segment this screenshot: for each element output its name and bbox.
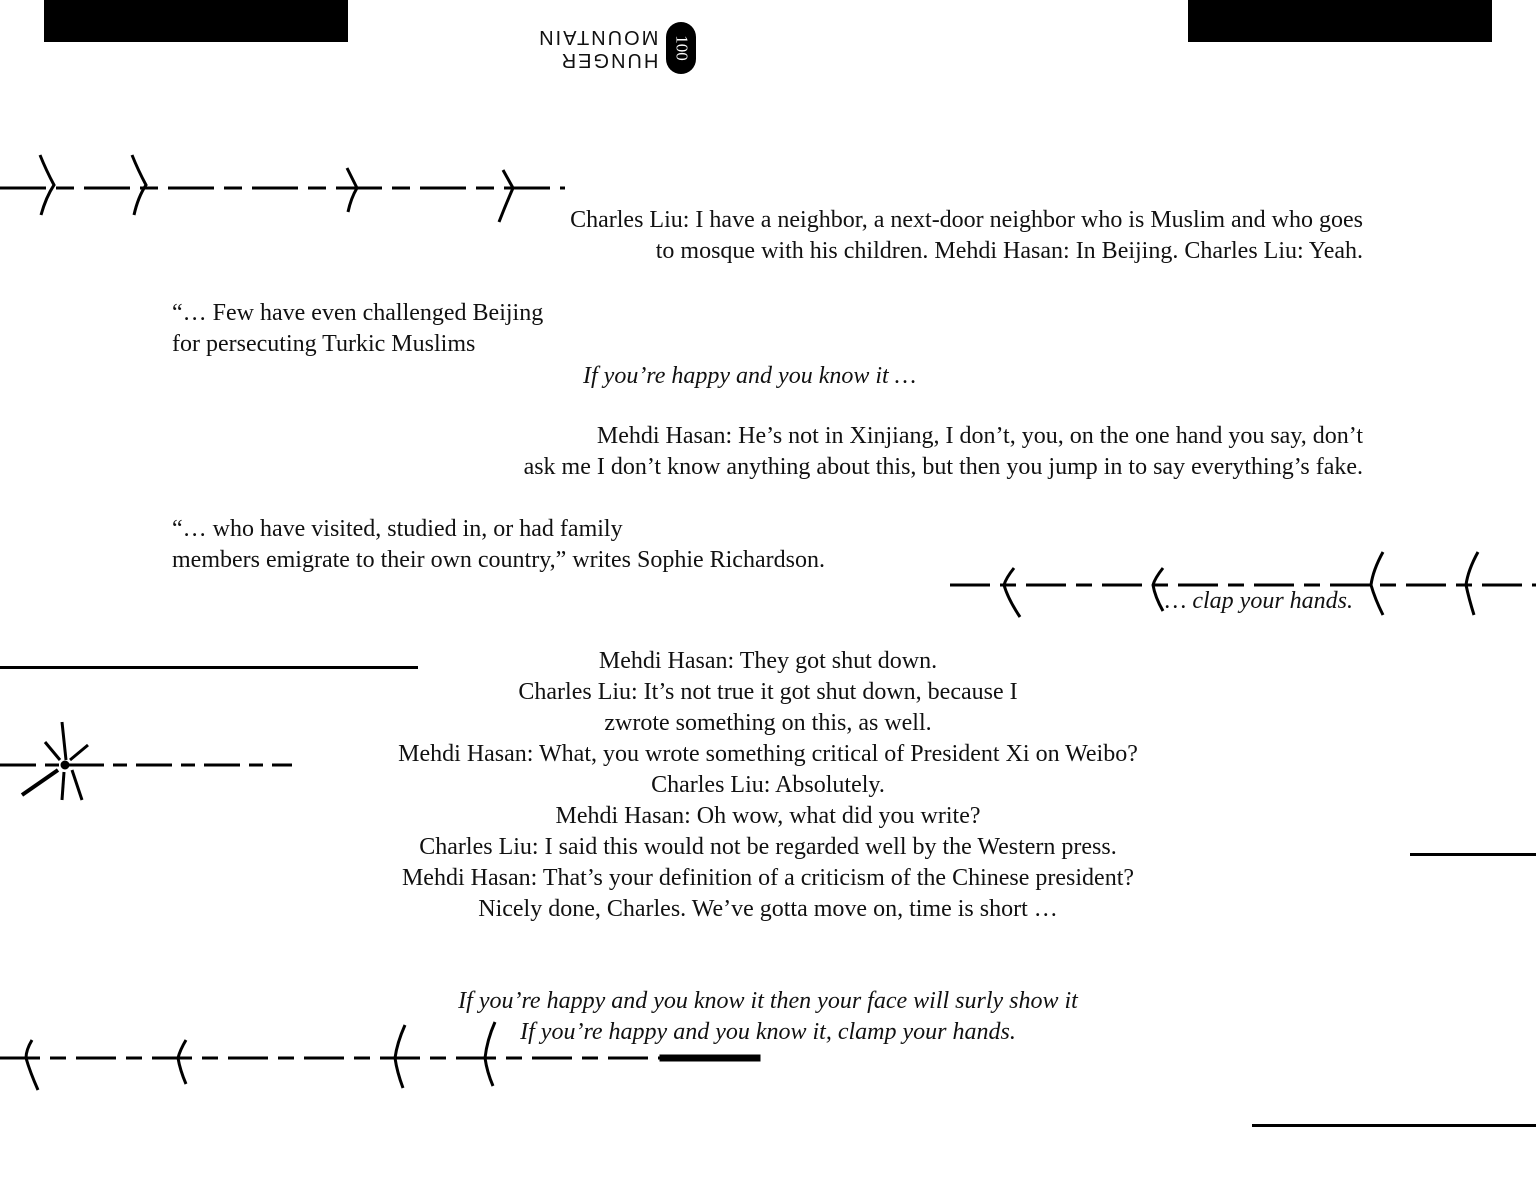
text-line: “… Few have even challenged Beijing: [172, 300, 544, 326]
dialogue-line: Mehdi Hasan: They got shut down.: [598, 648, 938, 674]
text-line: members emigrate to their own country,” writes Sophie Richardson.: [172, 547, 825, 573]
text-line: Charles Liu: I have a neighbor, a next-door neighbor who is Muslim and who goes: [570, 207, 1363, 233]
page-number: 100: [672, 35, 692, 61]
text-line: for persecuting Turkic Muslims: [172, 331, 476, 357]
dialogue-line: zwrote something on this, as well.: [604, 710, 932, 736]
song-line-2: … clap your hands.: [1165, 588, 1353, 614]
song-line-1: If you’re happy and you know it …: [583, 363, 917, 389]
dialogue-line: Charles Liu: I said this would not be regarded well by the Western press.: [419, 834, 1117, 860]
text-line: If you’re happy and you know it then your face will surly show it: [458, 988, 1078, 1014]
dialogue-line: Nicely done, Charles. We’ve gotta move on, time is short …: [478, 896, 1058, 922]
text-line: “… who have visited, studied in, or had family: [172, 516, 623, 542]
dialogue-line: Charles Liu: Absolutely.: [651, 772, 885, 798]
text-line: If you’re happy and you know it, clamp your hands.: [520, 1019, 1016, 1045]
hasan-xinjiang-passage: [420, 421, 1363, 483]
dialogue-line: Charles Liu: It’s not true it got shut down, because I: [518, 679, 1018, 705]
text-line: to mosque with his children. Mehdi Hasan: In Beijing. Charles Liu: Yeah.: [655, 238, 1363, 264]
text-line: ask me I don’t know anything about this, but then you jump in to say everything’s fake.: [523, 454, 1363, 480]
dialogue-line: Mehdi Hasan: What, you wrote something critical of President Xi on Weibo?: [398, 741, 1138, 767]
liu-neighbor-passage: [470, 205, 1363, 267]
dialogue-line: Mehdi Hasan: Oh wow, what did you write?: [555, 803, 981, 829]
dialogue-line: Mehdi Hasan: That’s your definition of a criticism of the Chinese president?: [401, 865, 1135, 891]
text-line: Mehdi Hasan: He’s not in Xinjiang, I don’t, you, on the one hand you say, don’t: [596, 423, 1363, 449]
quote-few-challenged: [172, 298, 543, 360]
song-final-stanza: [318, 986, 1218, 1048]
journal-title: HUNGER MOUNTAIN: [537, 26, 659, 71]
dialogue-block: [318, 646, 1218, 925]
quote-visited: [172, 514, 825, 576]
